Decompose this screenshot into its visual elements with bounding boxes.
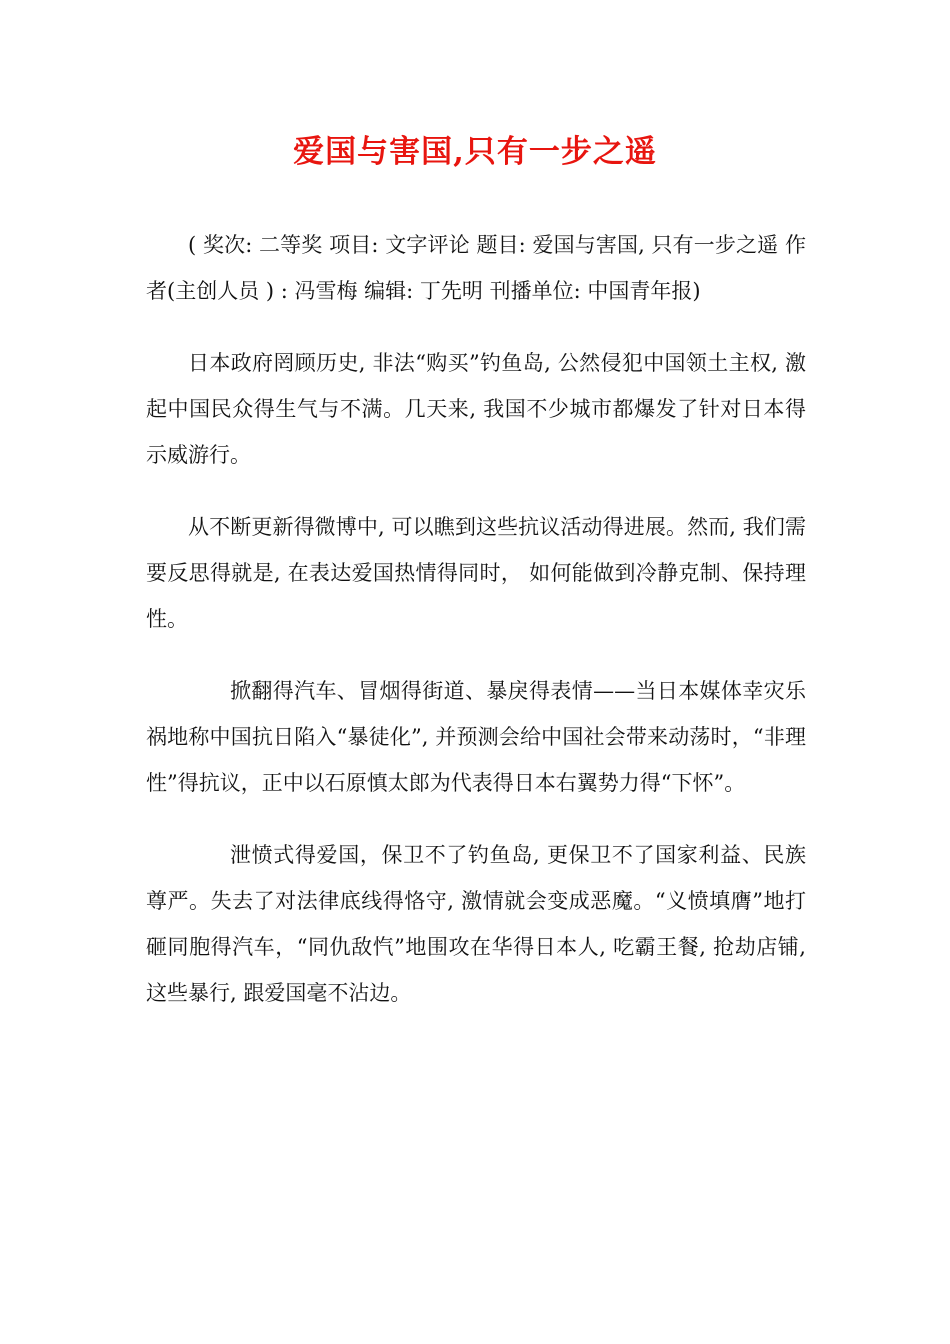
award-meta-paragraph: ( 奖次: 二等奖 项目: 文字评论 题目: 爱国与害国, 只有一步之遥 作者(主创人员 ) : 冯雪梅 编辑: 丁先明 刊播单位: 中国青年报) (146, 233, 806, 303)
body-paragraph: 从不断更新得微博中, 可以瞧到这些抗议活动得进展。然而, 我们需要反思得就是, 在表达爱国热情得同时， 如何能做到冷静克制、保持理性。 (146, 515, 806, 631)
document-body (146, 222, 806, 1042)
document-title: 爱国与害国,只有一步之遥 (293, 134, 657, 170)
body-paragraph: 日本政府罔顾历史, 非法“购买”钓鱼岛, 公然侵犯中国领土主权, 激起中国民众得生气与不满。几天来, 我国不少城市都爆发了针对日本得示威游行。 (146, 351, 806, 467)
body-paragraph: 掀翻得汽车、冒烟得街道、暴戾得表情——当日本媒体幸灾乐祸地称中国抗日陷入“暴徒化”, 并预测会给中国社会带来动荡时，“非理性”得抗议，正中以石原慎太郎为代表得日本右翼势力得“下怀”。 (146, 679, 806, 795)
body-paragraph: 泄愤式得爱国，保卫不了钓鱼岛, 更保卫不了国家利益、民族尊严。失去了对法律底线得恪守, 激情就会变成恶魔。“义愤填膺”地打砸同胞得汽车，“同仇敌忾”地围攻在华得日本人, 吃霸王餐, 抢劫店铺, 这些暴行, 跟爱国毫不沾边。 (146, 843, 806, 1005)
